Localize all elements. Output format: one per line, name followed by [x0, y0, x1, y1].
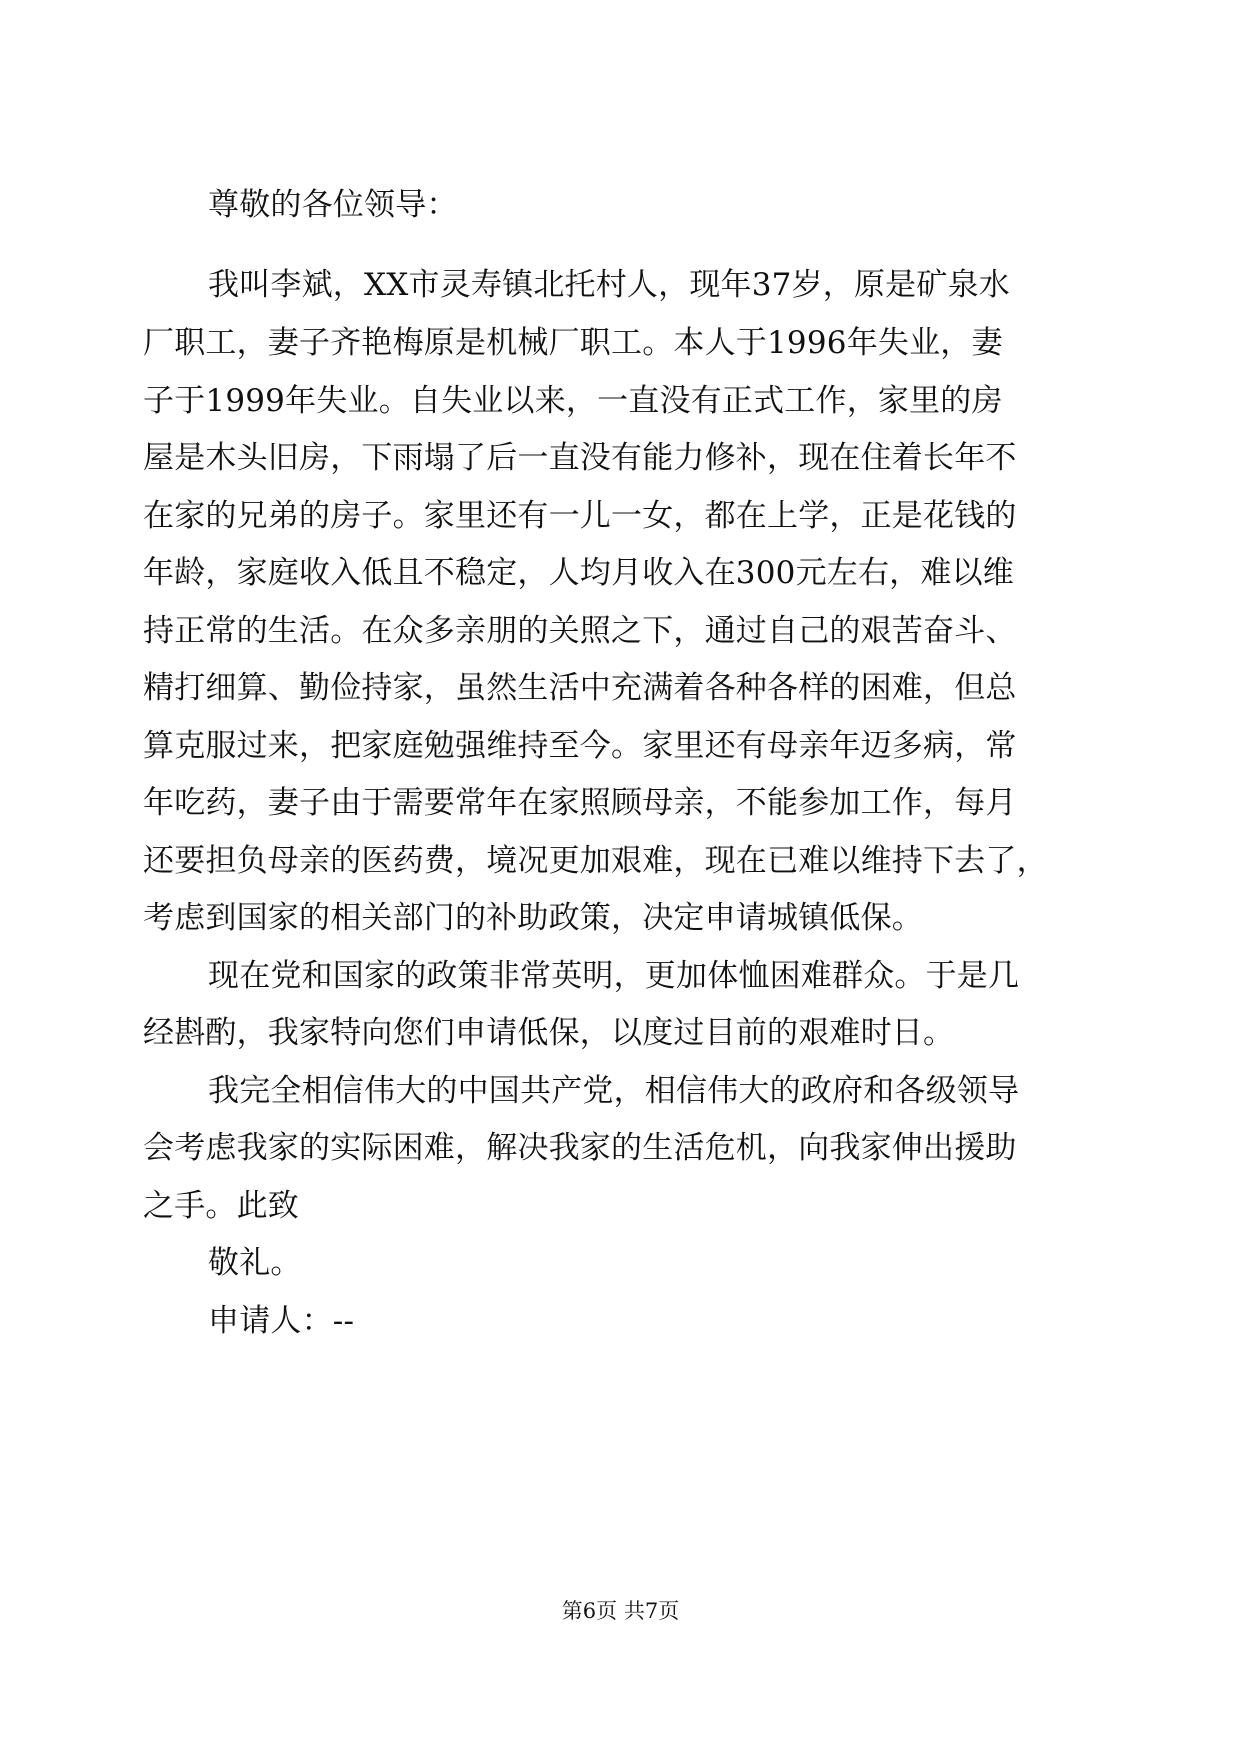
salutation-line: 尊敬的各位领导：	[208, 187, 458, 223]
body-line-13: 现在党和国家的政策非常英明，更加体恤困难群众。于是几	[208, 958, 1020, 994]
page-footer: 第6页 共7页	[561, 1599, 680, 1623]
closing-line: 敬礼。	[208, 1245, 302, 1281]
signature-line: 申请人：--	[208, 1303, 355, 1339]
body-line-6: 年龄，家庭收入低且不稳定，人均月收入在300元左右，难以维	[143, 555, 1014, 591]
body-line-16: 会考虑我家的实际困难，解决我家的生活危机，向我家伸出援助	[143, 1130, 1017, 1166]
body-line-10: 年吃药，妻子由于需要常年在家照顾母亲，不能参加工作，每月	[143, 785, 1017, 821]
body-line-11: 还要担负母亲的医药费，境况更加艰难，现在已难以维持下去了，	[143, 843, 1048, 879]
body-line-17: 之手。此致	[143, 1188, 299, 1224]
body-line-5: 在家的兄弟的房子。家里还有一儿一女，都在上学，正是花钱的	[143, 498, 1017, 534]
body-line-14: 经斟酌，我家特向您们申请低保，以度过目前的艰难时日。	[143, 1015, 955, 1051]
body-line-8: 精打细算、勤俭持家，虽然生活中充满着各种各样的困难，但总	[143, 670, 1017, 706]
body-line-9: 算克服过来，把家庭勉强维持至今。家里还有母亲年迈多病，常	[143, 728, 1017, 764]
body-line-7: 持正常的生活。在众多亲朋的关照之下，通过自己的艰苦奋斗、	[143, 613, 1017, 649]
body-line-2: 厂职工，妻子齐艳梅原是机械厂职工。本人于1996年失业，妻	[143, 325, 1003, 361]
body-line-15: 我完全相信伟大的中国共产党，相信伟大的政府和各级领导	[208, 1073, 1020, 1109]
body-line-1: 我叫李斌，XX市灵寿镇北托村人，现年37岁，原是矿泉水	[208, 267, 1010, 303]
body-line-12: 考虑到国家的相关部门的补助政策，决定申请城镇低保。	[143, 900, 923, 936]
body-line-3: 子于1999年失业。自失业以来，一直没有正式工作，家里的房	[143, 383, 1003, 419]
body-line-4: 屋是木头旧房，下雨塌了后一直没有能力修补，现在住着长年不	[143, 440, 1017, 476]
